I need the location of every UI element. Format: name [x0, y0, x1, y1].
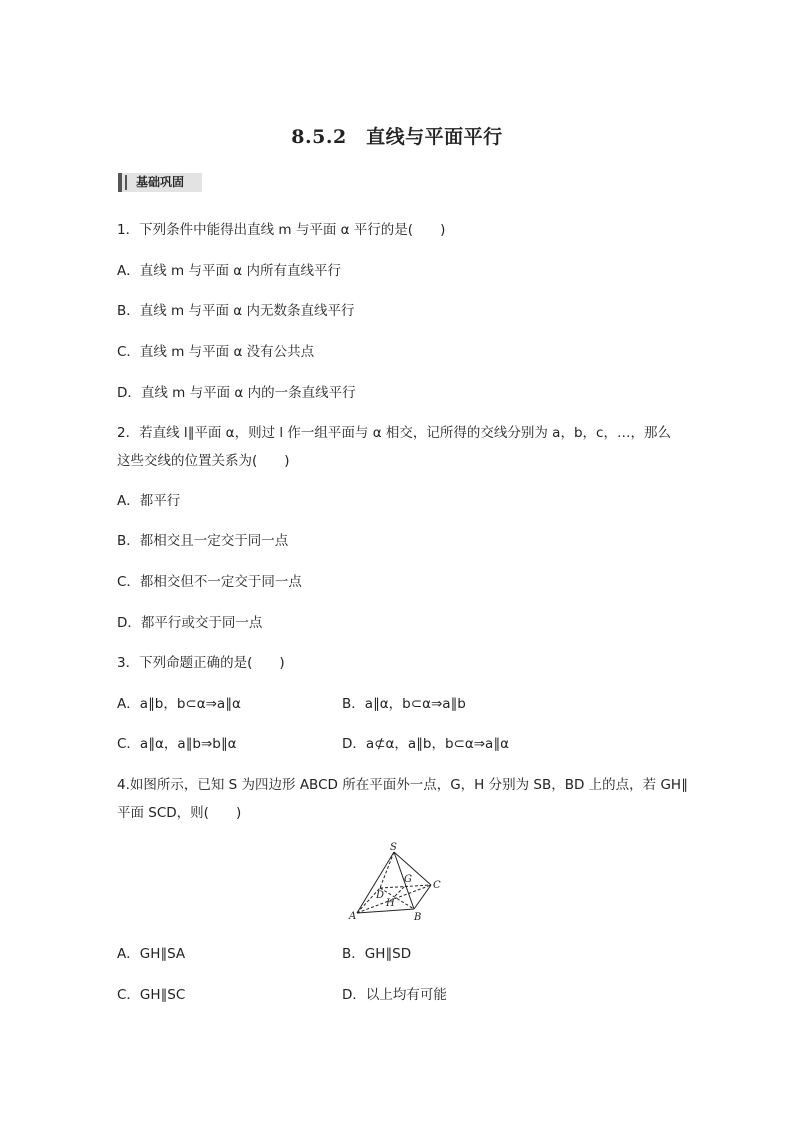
- q3-option-b: B．a∥α，b⊂α⇒a∥b: [342, 696, 466, 712]
- page-title: 8.5.2 直线与平面平行: [291, 126, 503, 148]
- q1-option-b: B．直线 m 与平面 α 内无数条直线平行: [117, 303, 355, 319]
- q2-option-a: A．都平行: [117, 493, 181, 509]
- q4-stem-line2: 平面 SCD，则( ): [117, 805, 242, 821]
- label-s: S: [390, 842, 397, 853]
- label-c: C: [433, 880, 441, 891]
- q1-stem: 1．下列条件中能得出直线 m 与平面 α 平行的是( ): [117, 222, 446, 238]
- q1-option-d: D．直线 m 与平面 α 内的一条直线平行: [117, 385, 356, 401]
- label-a: A: [349, 911, 357, 922]
- q3-stem: 3．下列命题正确的是( ): [117, 655, 285, 671]
- edge-bc: [414, 885, 431, 909]
- edge-sd: [380, 852, 394, 888]
- label-b: B: [414, 912, 422, 923]
- q3-option-d: D．a⊄α，a∥b，b⊂α⇒a∥α: [342, 736, 509, 752]
- q3-option-c: C．a∥α，a∥b⇒b∥α: [117, 736, 237, 752]
- label-h: H: [386, 898, 395, 909]
- q3-option-a: A．a∥b，b⊂α⇒a∥α: [117, 696, 241, 712]
- q2-option-b: B．都相交且一定交于同一点: [117, 533, 289, 549]
- q4-option-a: A．GH∥SA: [117, 946, 186, 962]
- q2-stem-line1: 2．若直线 l∥平面 α，则过 l 作一组平面与 α 相交，记所得的交线分别为 a，b，c，…，那么: [117, 425, 671, 441]
- q2-option-d: D．都平行或交于同一点: [117, 615, 263, 631]
- q4-option-c: C．GH∥SC: [117, 987, 186, 1003]
- q4-option-d: D．以上均有可能: [342, 987, 447, 1003]
- q4-stem-line1: 4.如图所示，已知 S 为四边形 ABCD 所在平面外一点，G，H 分别为 SB，BD 上的点，若 GH∥: [117, 777, 688, 793]
- q4-option-b: B．GH∥SD: [342, 946, 412, 962]
- section-badge: 基础巩固: [118, 173, 202, 192]
- label-d: D: [376, 890, 385, 901]
- edge-ab: [357, 909, 414, 913]
- q1-option-c: C．直线 m 与平面 α 没有公共点: [117, 344, 315, 360]
- q2-option-c: C．都相交但不一定交于同一点: [117, 574, 302, 590]
- q1-option-a: A．直线 m 与平面 α 内所有直线平行: [117, 263, 341, 279]
- label-g: G: [404, 874, 412, 885]
- pyramid-figure: [340, 840, 450, 925]
- q2-stem-line2: 这些交线的位置关系为( ): [117, 453, 290, 469]
